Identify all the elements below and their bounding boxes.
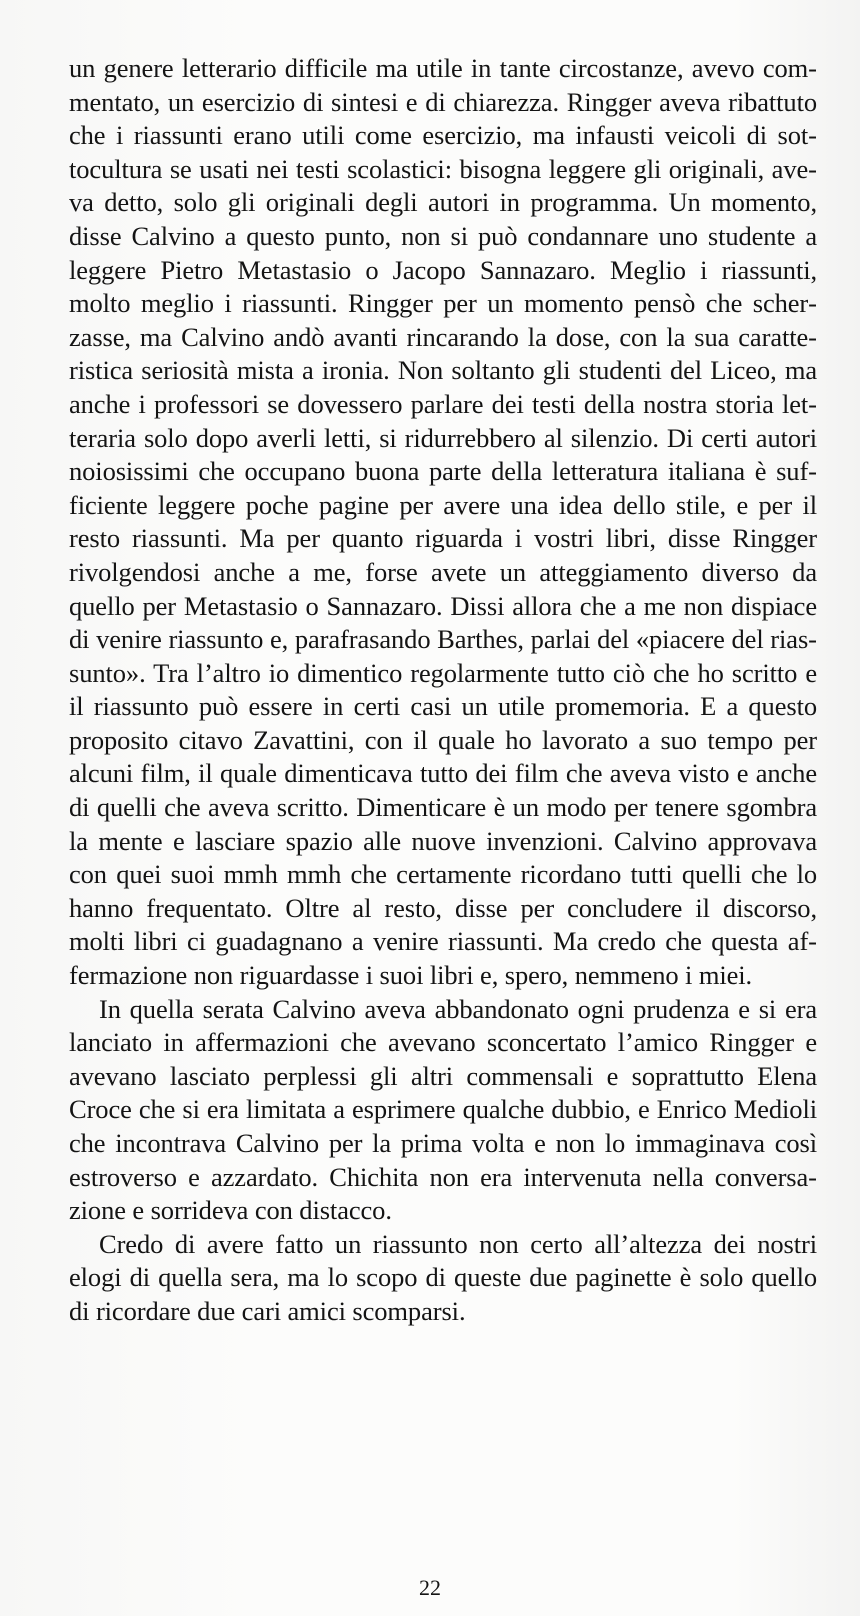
body-text	[69, 52, 817, 1329]
paragraph-3: Credo di avere fatto un riassunto non certo all’altezza dei nostri elogi di quella sera, ma lo scopo di queste due paginette è solo quello di ricordare due cari amici scomparsi.	[69, 1228, 817, 1326]
page-number: 22	[419, 1575, 441, 1600]
paragraph-2: In quella serata Calvino aveva abbandonato ogni prudenza e si era lanciato in affermazioni che avevano sconcertato l’amico Ringger e avevano lasciato perplessi gli altri commensali e soprattutto Elena Croce che si era limitata a esprimere qualche dubbio, e Enrico Medioli che incontrava Calvino per la prima volta e non lo immaginava così estroverso e azzardato. Chichita non era intervenuta nella conversazione e sorrideva con distacco.	[69, 993, 817, 1226]
paragraph-1: un genere letterario difficile ma utile in tante circostanze, avevo commentato, un esercizio di sintesi e di chiarezza. Ringger aveva ribattuto che i riassunti erano utili come esercizio, ma infausti veicoli di sottocultura se usati nei testi scolastici: bisogna leggere gli originali, aveva detto, solo gli originali degli autori in programma. Un momento, disse Calvino a questo punto, non si può condannare uno studente a leggere Pietro Metastasio o Jacopo Sannazaro. Meglio i riassunti, molto meglio i riassunti. Ringger per un momento pensò che scherzasse, ma Calvino andò avanti rincarando la dose, con la sua caratteristica seriosità mista a ironia. Non soltanto gli studenti del Liceo, ma anche i professori se dovessero parlare dei testi della nostra storia letteraria solo dopo averli letti, si ridurrebbero al silenzio. Di certi autori noiosissimi che occupano buona parte della letteratura italiana è sufficiente leggere poche pagine per avere una idea dello stile, e per il resto riassunti. Ma per quanto riguarda i vostri libri, disse Ringger rivolgendosi anche a me, forse avete un atteggiamento diverso da quello per Metastasio o Sannazaro. Dissi allora che a me non dispiace di venire riassunto e, parafrasando Barthes, parlai del «piacere del riassunto». Tra l’altro io dimentico regolarmente tutto ciò che ho scritto e il riassunto può essere in certi casi un utile promemoria. E a questo proposito citavo Zavattini, con il quale ho lavorato a suo tempo per alcuni film, il quale dimenticava tutto dei film che aveva visto e anche di quelli che aveva scritto. Dimenticare è un modo per tenere sgombra la mente e lasciare spazio alle nuove invenzioni. Calvino approvava con quei suoi mmh mmh che certamente ricordano tutti quelli che lo hanno frequentato. Oltre al resto, disse per concludere il discorso, molti libri ci guadagnano a venire riassunti. Ma credo che questa affermazione non riguardasse i suoi libri e, spero, nemmeno i miei.	[69, 53, 817, 991]
